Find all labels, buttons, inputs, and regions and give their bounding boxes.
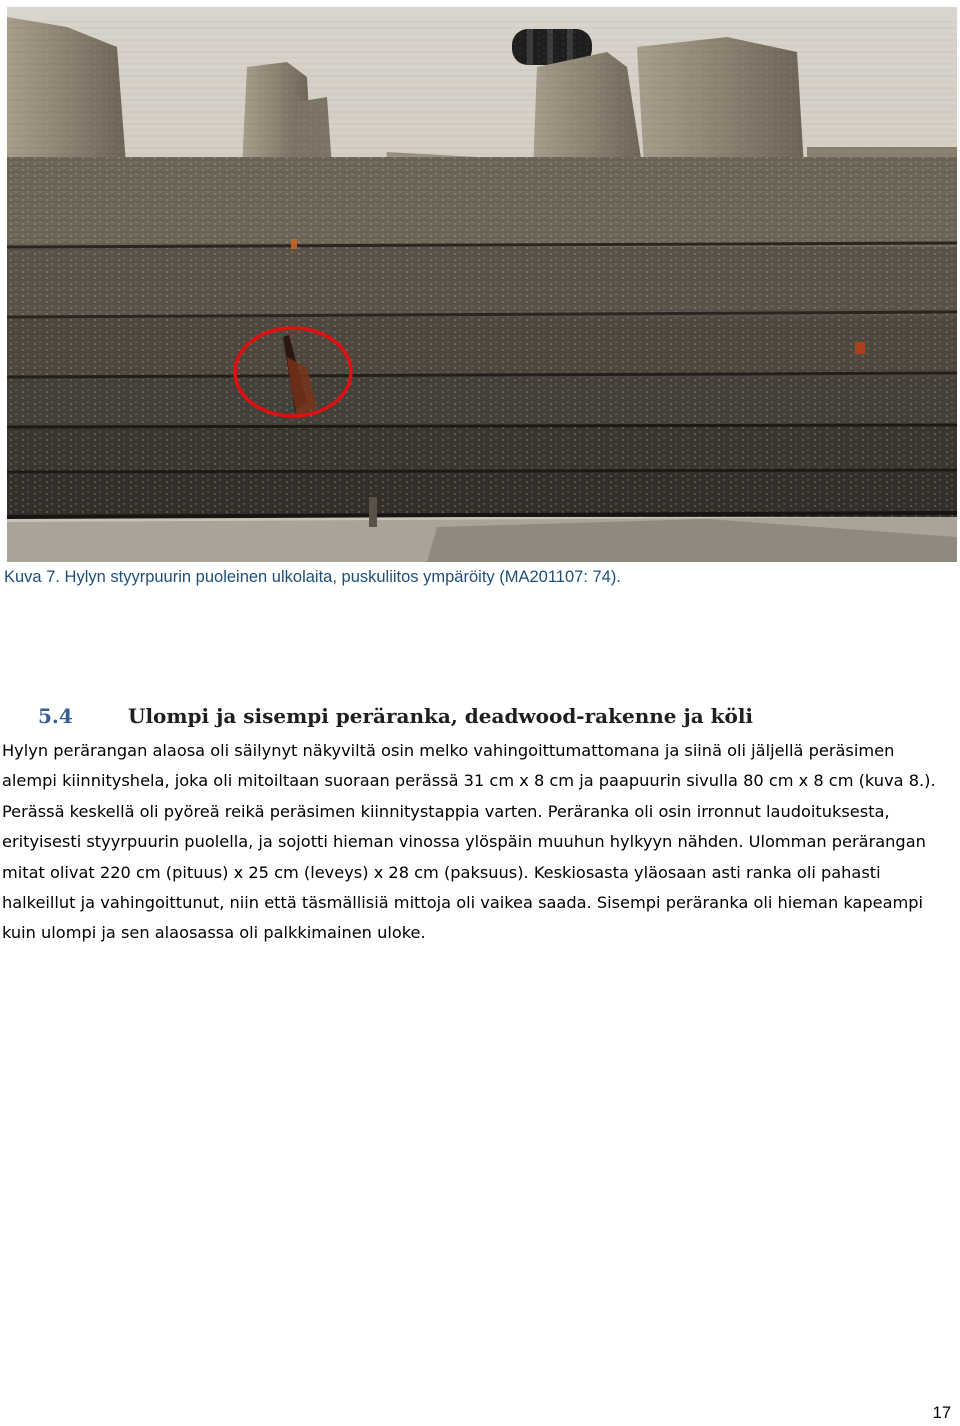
shipwreck-photo	[7, 7, 957, 562]
page-number: 17	[932, 1404, 951, 1422]
section-number: 5.4	[38, 704, 73, 728]
section-heading	[38, 704, 753, 728]
body-paragraph: Hylyn perärangan alaosa oli säilynyt näkyviltä osin melko vahingoittumattomana ja siinä oli jäljellä peräsimen alempi kiinnityshela, joka oli mitoiltaan suoraan perässä 31 cm x 8 cm ja paapuurin sivulla 80 cm x 8 cm (kuva 8.). Perässä keskellä oli pyöreä reikä peräsimen kiinnitystappia varten. Peräranka oli osin irronnut laudoituksesta, erityisesti styyrpuurin puolella, ja sojotti hieman vinossa ylöspäin muuhun hylkyyn nähden. Ulomman perärangan mitat olivat 220 cm (pituus) x 25 cm (leveys) x 28 cm (paksuus). Keskiosasta yläosaan asti ranka oli pahasti halkeillut ja vahingoittunut, niin että täsmällisiä mittoja oli vaikea saada. Sisempi peräranka oli hieman kapeampi kuin ulompi ja sen alaosassa oli palkkimainen uloke.	[2, 741, 936, 943]
section-title: Ulompi ja sisempi peräranka, deadwood-rakenne ja köli	[128, 704, 754, 728]
hull-planks	[7, 157, 957, 517]
figure-caption: Kuva 7. Hylyn styyrpuurin puoleinen ulkolaita, puskuliitos ympäröity (MA201107: 74).	[4, 568, 621, 586]
